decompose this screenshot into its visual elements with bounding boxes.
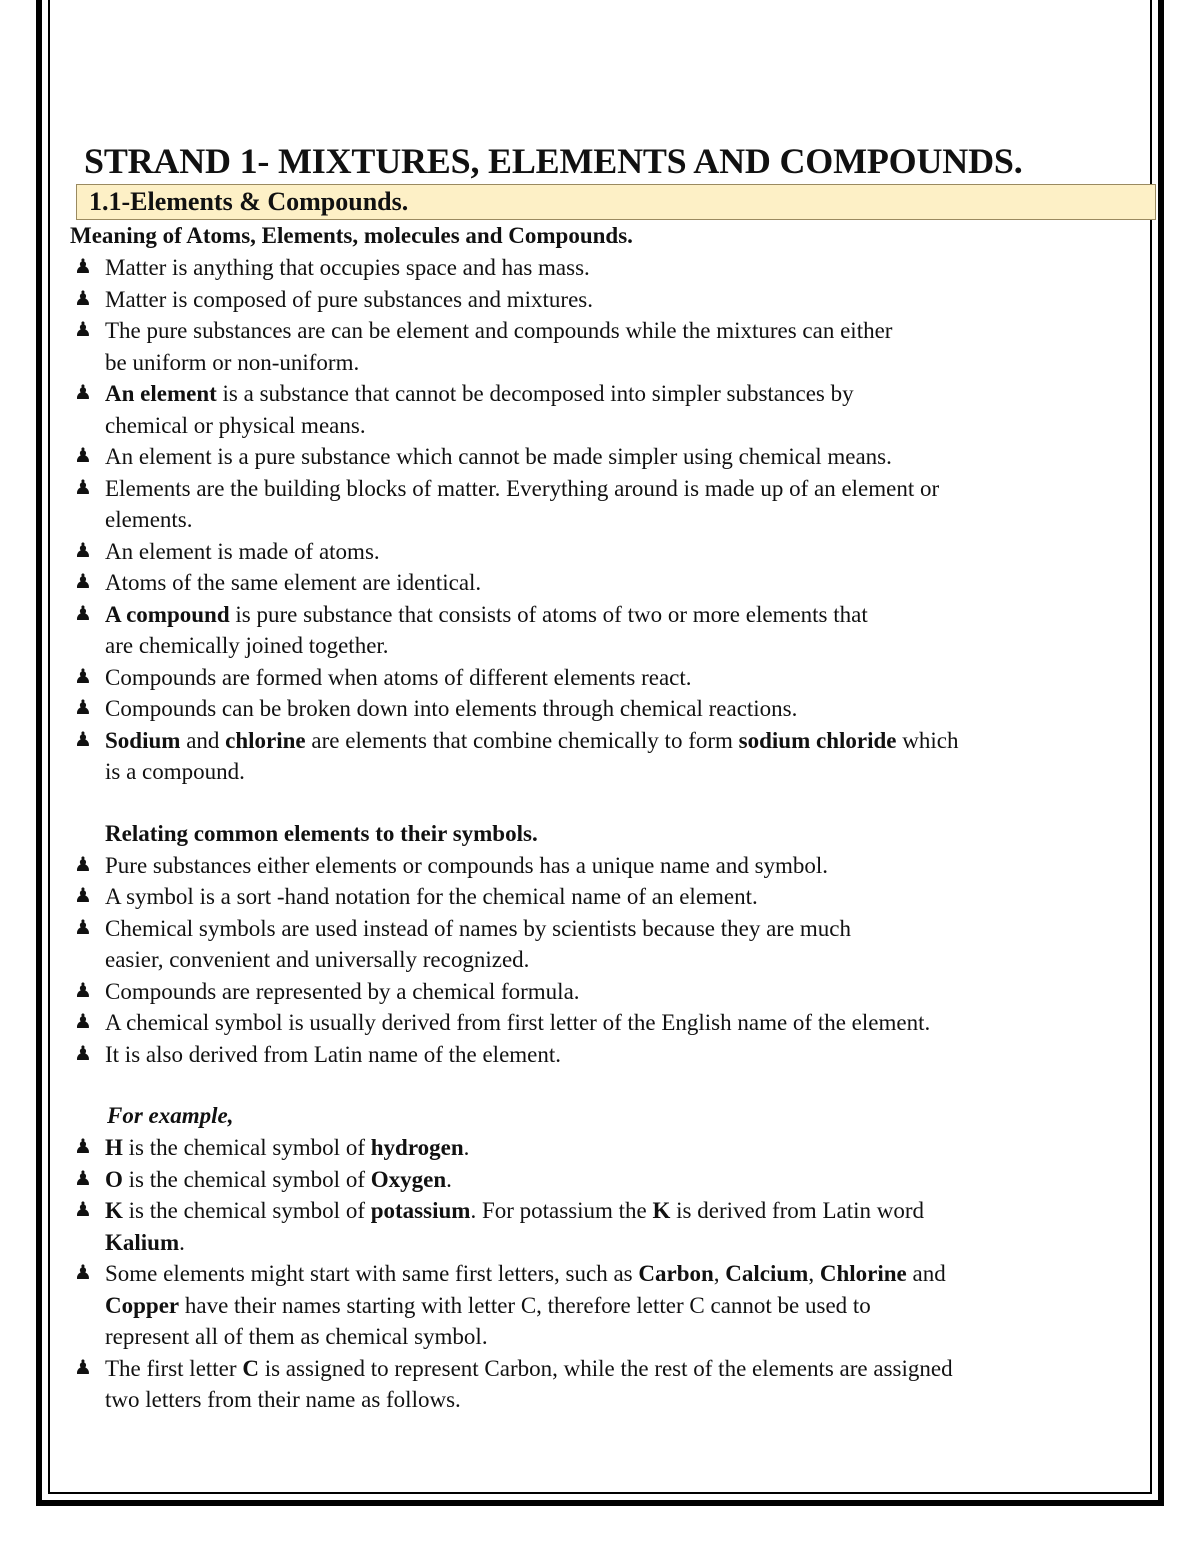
- pawn-bullet-icon: ♟: [74, 1136, 92, 1158]
- spacer: [70, 788, 1150, 818]
- pawn-bullet-icon: ♟: [74, 287, 92, 310]
- list-item-text: Compounds are formed when atoms of different elements react.: [105, 664, 692, 690]
- list-item: [70, 850, 1150, 882]
- list-item: [70, 599, 1150, 662]
- pawn-bullet-icon: ♟: [74, 445, 92, 467]
- list-item-text: The first letter C is assigned to represent Carbon, while the rest of the elements are assigned: [105, 1355, 953, 1381]
- list-item-text: Atoms of the same element are identical.: [105, 570, 482, 595]
- pawn-bullet-icon: ♟: [74, 382, 92, 404]
- pawn-bullet-icon: ♟: [74, 476, 92, 499]
- list-item-text: easier, convenient and universally recognized.: [105, 947, 530, 972]
- pawn-bullet-icon: ♟: [74, 1167, 92, 1190]
- list-item: [70, 284, 1150, 316]
- document-body: [70, 138, 1150, 1416]
- list-item: [70, 693, 1150, 725]
- list-item: [70, 1039, 1150, 1071]
- list-item: [70, 536, 1150, 568]
- list-item: [70, 315, 1150, 378]
- list-item-text: elements.: [105, 507, 193, 532]
- strand-title: STRAND 1- MIXTURES, ELEMENTS AND COMPOUNDS.: [84, 141, 1023, 181]
- list-item: [70, 1195, 1150, 1258]
- bullet-list-symbols: [70, 850, 1150, 1071]
- list-item-text: Matter is anything that occupies space and has mass.: [105, 255, 590, 280]
- list-item: [70, 1164, 1150, 1196]
- pawn-bullet-icon: ♟: [74, 728, 92, 751]
- pawn-bullet-icon: ♟: [74, 1199, 92, 1221]
- list-item-text: is a compound.: [105, 759, 245, 784]
- list-item: [70, 252, 1150, 284]
- pawn-bullet-icon: ♟: [74, 571, 92, 593]
- bullet-list-meaning: [70, 252, 1150, 788]
- list-item: [70, 441, 1150, 473]
- list-item-text: Chemical symbols are used instead of names by scientists because they are much: [105, 915, 852, 941]
- pawn-bullet-icon: ♟: [74, 1356, 92, 1379]
- list-item-text: H is the chemical symbol of hydrogen.: [105, 1135, 470, 1160]
- list-item-text: A compound is pure substance that consists of atoms of two or more elements that: [105, 601, 868, 627]
- list-item: [70, 473, 1150, 536]
- pawn-bullet-icon: ♟: [74, 979, 92, 1002]
- pawn-bullet-icon: ♟: [74, 697, 92, 719]
- list-item: [70, 662, 1150, 694]
- list-item-text: An element is a pure substance which cannot be made simpler using chemical means.: [105, 444, 892, 469]
- pawn-bullet-icon: ♟: [74, 1262, 92, 1284]
- list-item-text: are chemically joined together.: [105, 633, 389, 658]
- heading-meaning: Meaning of Atoms, Elements, molecules and Compounds.: [70, 223, 633, 248]
- pawn-bullet-icon: ♟: [74, 1011, 92, 1033]
- spacer: [70, 1070, 1150, 1100]
- list-item-text: Copper have their names starting with letter C, therefore letter C cannot be used to: [105, 1292, 871, 1318]
- list-item-text: represent all of them as chemical symbol.: [105, 1324, 488, 1349]
- pawn-bullet-icon: ♟: [74, 916, 92, 939]
- list-item: [70, 913, 1150, 976]
- list-item-text: Sodium and chlorine are elements that combine chemically to form sodium chloride which: [105, 727, 959, 753]
- pawn-bullet-icon: ♟: [74, 602, 92, 625]
- list-item-text: Compounds are represented by a chemical formula.: [105, 978, 580, 1004]
- list-item-text: Matter is composed of pure substances and mixtures.: [105, 286, 593, 312]
- list-item: [70, 567, 1150, 599]
- list-item-text: chemical or physical means.: [105, 412, 366, 438]
- list-item: [70, 1353, 1150, 1416]
- pawn-bullet-icon: ♟: [74, 1042, 92, 1065]
- list-item-text: A symbol is a sort -hand notation for the chemical name of an element.: [105, 884, 758, 909]
- pawn-bullet-icon: ♟: [74, 256, 92, 278]
- pawn-bullet-icon: ♟: [74, 539, 92, 562]
- list-item-text: O is the chemical symbol of Oxygen.: [105, 1166, 452, 1192]
- list-item-text: Kalium.: [105, 1229, 185, 1255]
- list-item-text: It is also derived from Latin name of the element.: [105, 1041, 562, 1067]
- list-item: [70, 1132, 1150, 1164]
- bullet-list-examples: [70, 1132, 1150, 1416]
- list-item: [70, 881, 1150, 913]
- list-item-text: An element is a substance that cannot be decomposed into simpler substances by: [105, 381, 854, 406]
- pawn-bullet-icon: ♟: [74, 319, 92, 341]
- list-item: [70, 1007, 1150, 1039]
- list-item-text: An element is made of atoms.: [105, 538, 380, 564]
- pawn-bullet-icon: ♟: [74, 665, 92, 688]
- list-item-text: A chemical symbol is usually derived from first letter of the English name of the element.: [105, 1010, 931, 1035]
- heading-example: For example,: [107, 1103, 234, 1128]
- list-item-text: be uniform or non-uniform.: [105, 349, 360, 375]
- list-item-text: Some elements might start with same first letters, such as Carbon, Calcium, Chlorine and: [105, 1261, 946, 1286]
- list-item-text: Compounds can be broken down into elements through chemical reactions.: [105, 696, 798, 721]
- list-item-text: Pure substances either elements or compounds has a unique name and symbol.: [105, 852, 829, 878]
- list-item: [70, 378, 1150, 441]
- list-item: [70, 1258, 1150, 1353]
- pawn-bullet-icon: ♟: [74, 885, 92, 907]
- pawn-bullet-icon: ♟: [74, 853, 92, 876]
- list-item: [70, 976, 1150, 1008]
- list-item-text: K is the chemical symbol of potassium. For potassium the K is derived from Latin word: [105, 1198, 924, 1223]
- heading-symbols: Relating common elements to their symbols.: [105, 820, 538, 846]
- list-item-text: Elements are the building blocks of matter. Everything around is made up of an element or: [105, 475, 940, 501]
- list-item: [70, 725, 1150, 788]
- list-item-text: The pure substances are can be element and compounds while the mixtures can either: [105, 318, 893, 343]
- section-header: 1.1-Elements & Compounds.: [76, 184, 1156, 220]
- list-item-text: two letters from their name as follows.: [105, 1387, 461, 1412]
